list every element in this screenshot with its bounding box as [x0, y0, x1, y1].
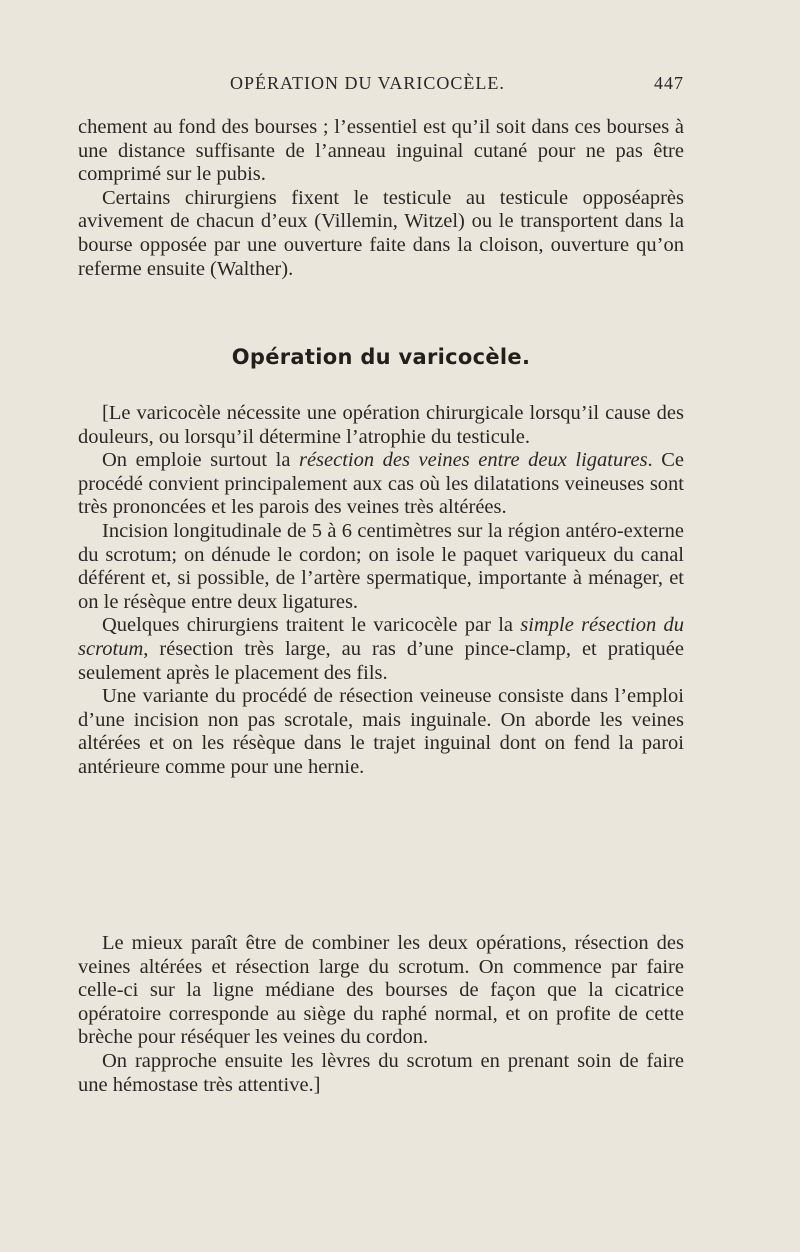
text-block-continuation [78, 116, 684, 281]
paragraph: Certains chirurgiens fixent le testicule au testicule opposéaprès avivement de chacun d’eux (Villemin, Witzel) ou le transportent dans la bourse opposée par une ouverture faite dans la cloison, ouverture qu’on referme ensuite (Walther). [78, 186, 684, 280]
page-number: 447 [654, 73, 684, 93]
paragraph: Une variante du procédé de résection veineuse consiste dans l’emploi d’une incision non pas scrotale, mais inguinale. On aborde les veines altérées et on les résèque dans le trajet inguinal dont on fend la paroi antérieure comme pour une hernie. [78, 685, 684, 778]
paragraph [78, 449, 684, 520]
page-header [78, 73, 684, 101]
text-block-section [78, 402, 684, 780]
text-run: Quelques chirurgiens traitent le varicocèle par la [102, 614, 521, 637]
paragraph: chement au fond des bourses ; l’essentiel est qu’il soit dans ces bourses à une distance suffisante de l’anneau inguinal cutané pour ne pas être comprimé sur le pubis. [78, 116, 684, 186]
paragraph: Le mieux paraît être de combiner les deux opérations, résection des veines altérées et résection large du scrotum. On commence par faire celle-ci sur la ligne médiane des bourses de façon que la cicatrice opératoire corresponde au siège du raphé normal, et on profite de cette brèche pour réséquer les veines du cordon. [78, 932, 684, 1049]
running-title: OPÉRATION DU VARICOCÈLE. [230, 73, 505, 93]
paragraph: On rapproche ensuite les lèvres du scrotum en prenant soin de faire une hémostase très attentive.] [78, 1049, 684, 1096]
text-run: . Ce procédé convient principalement aux cas où les dilatations veineuses sont très prononcées et les parois des veines très altérées. [78, 449, 684, 519]
italic-phrase: résection des veines entre deux ligatures [298, 449, 648, 472]
paragraph: [Le varicocèle nécessite une opération chirurgicale lorsqu’il cause des douleurs, ou lorsqu’il détermine l’atrophie du testicule. [78, 402, 684, 448]
text-run: On emploie surtout la [102, 449, 299, 472]
section-heading: Opération du varicocèle. [231, 345, 531, 369]
paragraph [78, 614, 684, 685]
text-run: , résection très large, au ras d’une pince-clamp, et pratiquée seulement après le placement des fils. [78, 637, 684, 684]
italic-phrase: simple résection du scrotum [78, 614, 684, 660]
paragraph: Incision longitudinale de 5 à 6 centimètres sur la région antéro-externe du scrotum; on dénude le cordon; on isole le paquet variqueux du canal déférent et, si possible, de l’artère spermatique, importante à ménager, et on le résèque entre deux ligatures. [78, 519, 684, 613]
text-block-final [78, 932, 684, 1097]
